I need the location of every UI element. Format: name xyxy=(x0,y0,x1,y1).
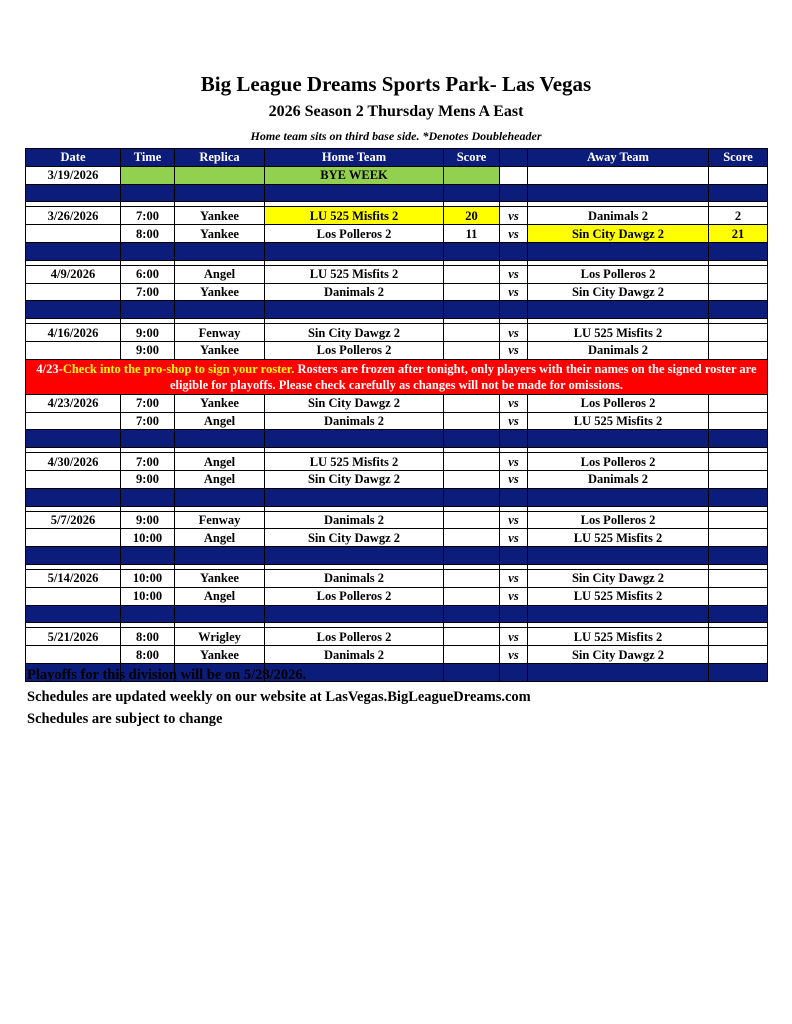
col-date: Date xyxy=(26,149,121,167)
game-field: Angel xyxy=(175,587,265,605)
game-time: 8:00 xyxy=(121,628,175,646)
home-team: Los Polleros 2 xyxy=(265,225,444,243)
away-team: Sin City Dawgz 2 xyxy=(528,225,709,243)
col-time: Time xyxy=(121,149,175,167)
away-score xyxy=(709,412,768,430)
vs-label: vs xyxy=(500,207,528,225)
away-team: Danimals 2 xyxy=(528,207,709,225)
away-team: LU 525 Misfits 2 xyxy=(528,529,709,547)
game-row xyxy=(26,628,768,646)
home-score xyxy=(444,341,500,359)
away-team: LU 525 Misfits 2 xyxy=(528,587,709,605)
home-team: Los Polleros 2 xyxy=(265,628,444,646)
game-field: Angel xyxy=(175,265,265,283)
game-date: 5/7/2026 xyxy=(26,511,121,529)
away-team: Sin City Dawgz 2 xyxy=(528,646,709,664)
vs-label: vs xyxy=(500,453,528,471)
away-team: LU 525 Misfits 2 xyxy=(528,412,709,430)
col-home-score: Score xyxy=(444,149,500,167)
game-row xyxy=(26,453,768,471)
roster-notice-row xyxy=(26,359,768,394)
home-score xyxy=(444,587,500,605)
away-team: LU 525 Misfits 2 xyxy=(528,628,709,646)
game-date: 5/21/2026 xyxy=(26,628,121,646)
home-score xyxy=(444,470,500,488)
game-field: Angel xyxy=(175,412,265,430)
vs-label: vs xyxy=(500,628,528,646)
game-time: 10:00 xyxy=(121,569,175,587)
schedule-note: Home team sits on third base side. *Denotes Doubleheader xyxy=(250,129,542,143)
bye-row xyxy=(26,166,768,184)
bye-date: 3/19/2026 xyxy=(26,166,121,184)
home-score xyxy=(444,529,500,547)
vs-label: vs xyxy=(500,324,528,342)
vs-label: vs xyxy=(500,341,528,359)
separator-row xyxy=(26,242,768,260)
game-date: 4/16/2026 xyxy=(26,324,121,342)
game-row xyxy=(26,529,768,547)
game-row xyxy=(26,341,768,359)
game-field: Angel xyxy=(175,470,265,488)
col-replica: Replica xyxy=(175,149,265,167)
game-time: 7:00 xyxy=(121,453,175,471)
header-row xyxy=(26,149,768,167)
away-score xyxy=(709,529,768,547)
game-time: 6:00 xyxy=(121,265,175,283)
home-score: 20 xyxy=(444,207,500,225)
game-row xyxy=(26,207,768,225)
vs-label: vs xyxy=(500,225,528,243)
home-score xyxy=(444,646,500,664)
game-date xyxy=(26,529,121,547)
vs-label: vs xyxy=(500,283,528,301)
vs-label: vs xyxy=(500,470,528,488)
away-team: Danimals 2 xyxy=(528,470,709,488)
game-date: 4/9/2026 xyxy=(26,265,121,283)
home-team: Danimals 2 xyxy=(265,511,444,529)
away-score: 2 xyxy=(709,207,768,225)
separator-row xyxy=(26,184,768,202)
home-team: Sin City Dawgz 2 xyxy=(265,529,444,547)
home-score xyxy=(444,569,500,587)
game-row xyxy=(26,646,768,664)
game-date xyxy=(26,646,121,664)
home-score xyxy=(444,628,500,646)
away-team: LU 525 Misfits 2 xyxy=(528,324,709,342)
game-field: Yankee xyxy=(175,283,265,301)
away-score xyxy=(709,569,768,587)
game-field: Wrigley xyxy=(175,628,265,646)
game-date: 4/30/2026 xyxy=(26,453,121,471)
game-time: 9:00 xyxy=(121,511,175,529)
game-time: 8:00 xyxy=(121,646,175,664)
game-time: 7:00 xyxy=(121,283,175,301)
home-team: Danimals 2 xyxy=(265,569,444,587)
schedule-body xyxy=(26,166,768,681)
home-score xyxy=(444,412,500,430)
separator-row xyxy=(26,488,768,506)
notice-highlight: Check into the pro-shop to sign your roster. xyxy=(62,361,295,376)
away-score: 21 xyxy=(709,225,768,243)
game-row xyxy=(26,569,768,587)
vs-label: vs xyxy=(500,265,528,283)
game-time: 10:00 xyxy=(121,529,175,547)
home-score xyxy=(444,283,500,301)
away-score xyxy=(709,453,768,471)
separator-row xyxy=(26,547,768,565)
game-field: Yankee xyxy=(175,207,265,225)
page-subtitle: 2026 Season 2 Thursday Mens A East xyxy=(268,103,524,120)
away-score xyxy=(709,587,768,605)
vs-label: vs xyxy=(500,529,528,547)
game-time: 7:00 xyxy=(121,394,175,412)
game-field: Yankee xyxy=(175,569,265,587)
away-score xyxy=(709,511,768,529)
game-field: Yankee xyxy=(175,225,265,243)
notice-text: Rosters are frozen after tonight, only players with their names on the signed roster are eligible for playoffs. Please check carefully as changes will not be made for omissions. xyxy=(169,361,757,392)
home-team: LU 525 Misfits 2 xyxy=(265,265,444,283)
home-team: Sin City Dawgz 2 xyxy=(265,470,444,488)
away-score xyxy=(709,283,768,301)
page-title: Big League Dreams Sports Park- Las Vegas xyxy=(200,72,592,96)
game-row xyxy=(26,394,768,412)
home-team: LU 525 Misfits 2 xyxy=(265,207,444,225)
home-team: Danimals 2 xyxy=(265,646,444,664)
home-team: Danimals 2 xyxy=(265,283,444,301)
home-team: LU 525 Misfits 2 xyxy=(265,453,444,471)
notice-date: 4/23- xyxy=(36,361,63,376)
away-team: Sin City Dawgz 2 xyxy=(528,283,709,301)
game-time: 9:00 xyxy=(121,324,175,342)
website-note: Schedules are updated weekly on our website at LasVegas.BigLeagueDreams.com xyxy=(27,689,531,705)
home-team: Sin City Dawgz 2 xyxy=(265,324,444,342)
home-team: Danimals 2 xyxy=(265,412,444,430)
game-field: Yankee xyxy=(175,646,265,664)
game-time: 7:00 xyxy=(121,207,175,225)
away-score xyxy=(709,265,768,283)
game-field: Angel xyxy=(175,453,265,471)
schedule-table xyxy=(25,148,768,682)
away-team: Los Polleros 2 xyxy=(528,265,709,283)
home-score xyxy=(444,511,500,529)
col-vs xyxy=(500,149,528,167)
game-field: Fenway xyxy=(175,324,265,342)
col-away-score: Score xyxy=(709,149,768,167)
game-time: 10:00 xyxy=(121,587,175,605)
vs-label: vs xyxy=(500,569,528,587)
game-date: 4/23/2026 xyxy=(26,394,121,412)
game-date xyxy=(26,587,121,605)
game-row xyxy=(26,511,768,529)
vs-label: vs xyxy=(500,412,528,430)
col-home-team: Home Team xyxy=(265,149,444,167)
game-field: Yankee xyxy=(175,341,265,359)
separator-row xyxy=(26,301,768,319)
game-date: 5/14/2026 xyxy=(26,569,121,587)
away-score xyxy=(709,324,768,342)
away-score xyxy=(709,341,768,359)
away-team: Sin City Dawgz 2 xyxy=(528,569,709,587)
game-date: 3/26/2026 xyxy=(26,207,121,225)
game-row xyxy=(26,412,768,430)
game-field: Fenway xyxy=(175,511,265,529)
game-time: 7:00 xyxy=(121,412,175,430)
game-field: Yankee xyxy=(175,394,265,412)
home-score xyxy=(444,453,500,471)
separator-row xyxy=(26,430,768,448)
game-time: 9:00 xyxy=(121,470,175,488)
away-team: Los Polleros 2 xyxy=(528,394,709,412)
home-score xyxy=(444,394,500,412)
change-note: Schedules are subject to change xyxy=(27,711,223,727)
col-away-team: Away Team xyxy=(528,149,709,167)
away-team: Los Polleros 2 xyxy=(528,511,709,529)
away-team: Danimals 2 xyxy=(528,341,709,359)
game-field: Angel xyxy=(175,529,265,547)
playoffs-note: Playoffs for this division will be on 5/28/2026. xyxy=(27,667,307,683)
separator-row xyxy=(26,605,768,623)
home-team: Sin City Dawgz 2 xyxy=(265,394,444,412)
home-team: Los Polleros 2 xyxy=(265,341,444,359)
away-score xyxy=(709,646,768,664)
home-score xyxy=(444,265,500,283)
game-row xyxy=(26,470,768,488)
vs-label: vs xyxy=(500,646,528,664)
vs-label: vs xyxy=(500,511,528,529)
home-team: Los Polleros 2 xyxy=(265,587,444,605)
game-row xyxy=(26,265,768,283)
home-score: 11 xyxy=(444,225,500,243)
away-score xyxy=(709,628,768,646)
vs-label: vs xyxy=(500,587,528,605)
game-date xyxy=(26,470,121,488)
bye-label: BYE WEEK xyxy=(265,166,444,184)
game-row xyxy=(26,324,768,342)
game-date xyxy=(26,412,121,430)
away-score xyxy=(709,394,768,412)
game-time: 8:00 xyxy=(121,225,175,243)
game-date xyxy=(26,225,121,243)
home-score xyxy=(444,324,500,342)
roster-notice xyxy=(26,359,768,394)
game-date xyxy=(26,283,121,301)
away-team: Los Polleros 2 xyxy=(528,453,709,471)
away-score xyxy=(709,470,768,488)
game-row xyxy=(26,283,768,301)
game-time: 9:00 xyxy=(121,341,175,359)
game-row xyxy=(26,587,768,605)
game-row xyxy=(26,225,768,243)
game-date xyxy=(26,341,121,359)
vs-label: vs xyxy=(500,394,528,412)
